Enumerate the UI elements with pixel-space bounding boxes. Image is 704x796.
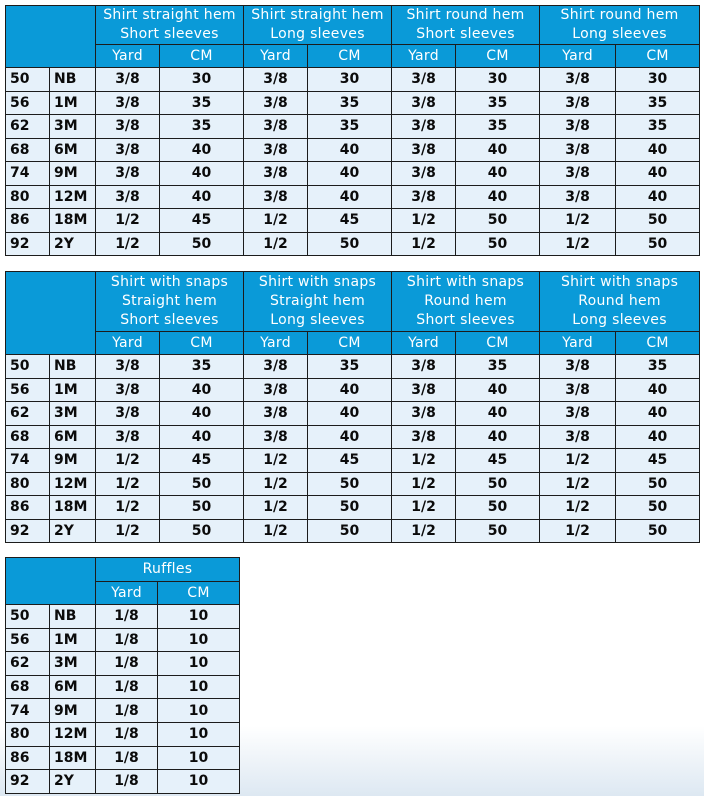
cm-cell: 35 — [616, 355, 700, 379]
age-cell: NB — [50, 68, 96, 92]
yard-cell: 3/8 — [540, 138, 616, 162]
cm-cell: 35 — [616, 91, 700, 115]
cm-cell: 50 — [616, 209, 700, 233]
age-cell: NB — [50, 355, 96, 379]
yard-cell: 3/8 — [96, 115, 160, 139]
cm-cell: 40 — [456, 378, 540, 402]
cm-cell: 50 — [308, 496, 392, 520]
cm-cell: 10 — [158, 770, 240, 794]
cm-cell: 45 — [616, 449, 700, 473]
cm-cell: 10 — [158, 605, 240, 629]
cm-cell: 45 — [160, 449, 244, 473]
yard-cell: 1/8 — [96, 722, 158, 746]
cm-cell: 40 — [308, 425, 392, 449]
corner-cell — [6, 6, 96, 68]
yard-cell: 1/2 — [540, 232, 616, 256]
cm-cell: 30 — [456, 68, 540, 92]
group-header: Shirt with snaps Round hem Long sleeves — [540, 272, 700, 332]
cm-cell: 40 — [160, 425, 244, 449]
cm-header: CM — [160, 45, 244, 68]
size-cell: 74 — [6, 449, 50, 473]
cm-cell: 40 — [616, 425, 700, 449]
yard-cell: 3/8 — [392, 115, 456, 139]
yard-cell: 1/2 — [244, 519, 308, 543]
cm-cell: 40 — [616, 185, 700, 209]
yard-cell: 3/8 — [392, 425, 456, 449]
cm-cell: 50 — [160, 472, 244, 496]
cm-cell: 10 — [158, 746, 240, 770]
yard-cell: 1/2 — [392, 232, 456, 256]
cm-header: CM — [158, 582, 240, 605]
size-cell: 80 — [6, 472, 50, 496]
size-cell: 50 — [6, 605, 50, 629]
yard-cell: 3/8 — [96, 162, 160, 186]
yard-cell: 3/8 — [540, 162, 616, 186]
yard-cell: 1/2 — [96, 472, 160, 496]
yard-cell: 1/2 — [392, 449, 456, 473]
cm-cell: 50 — [456, 209, 540, 233]
cm-cell: 50 — [456, 496, 540, 520]
yard-cell: 1/2 — [392, 472, 456, 496]
yard-cell: 3/8 — [96, 68, 160, 92]
table-row — [6, 355, 700, 379]
yard-cell: 3/8 — [540, 355, 616, 379]
cm-cell: 35 — [160, 355, 244, 379]
yard-cell: 3/8 — [392, 355, 456, 379]
yard-cell: 1/2 — [540, 496, 616, 520]
cm-cell: 30 — [160, 68, 244, 92]
cm-cell: 50 — [308, 519, 392, 543]
cm-cell: 35 — [308, 91, 392, 115]
cm-cell: 50 — [616, 496, 700, 520]
cm-cell: 35 — [160, 91, 244, 115]
cm-cell: 35 — [456, 355, 540, 379]
table-row — [6, 722, 240, 746]
table-row — [6, 68, 700, 92]
group-header: Ruffles — [96, 558, 240, 582]
table-row — [6, 378, 700, 402]
yard-cell: 1/2 — [244, 472, 308, 496]
table-row — [6, 675, 240, 699]
yard-cell: 3/8 — [244, 91, 308, 115]
size-cell: 62 — [6, 115, 50, 139]
size-cell: 92 — [6, 770, 50, 794]
size-cell: 86 — [6, 746, 50, 770]
yard-cell: 3/8 — [540, 115, 616, 139]
yard-cell: 3/8 — [540, 185, 616, 209]
yard-cell: 3/8 — [244, 355, 308, 379]
age-cell: NB — [50, 605, 96, 629]
cm-cell: 45 — [308, 209, 392, 233]
yard-cell: 1/2 — [96, 209, 160, 233]
yard-cell: 1/2 — [392, 496, 456, 520]
yard-header: Yard — [96, 332, 160, 355]
table-row — [6, 746, 240, 770]
table-row — [6, 425, 700, 449]
yard-cell: 3/8 — [392, 162, 456, 186]
yard-cell: 1/2 — [244, 209, 308, 233]
table-row — [6, 472, 700, 496]
yard-cell: 1/2 — [244, 232, 308, 256]
yard-cell: 3/8 — [96, 185, 160, 209]
yard-cell: 3/8 — [392, 138, 456, 162]
cm-cell: 40 — [616, 402, 700, 426]
cm-cell: 40 — [456, 425, 540, 449]
cm-cell: 45 — [160, 209, 244, 233]
cm-cell: 35 — [456, 91, 540, 115]
yard-cell: 1/8 — [96, 746, 158, 770]
cm-header: CM — [308, 45, 392, 68]
cm-cell: 40 — [160, 378, 244, 402]
size-cell: 50 — [6, 355, 50, 379]
yard-cell: 3/8 — [96, 91, 160, 115]
size-cell: 56 — [6, 378, 50, 402]
group-header: Shirt with snaps Straight hem Short sleeves — [96, 272, 244, 332]
age-cell: 6M — [50, 138, 96, 162]
yard-header: Yard — [96, 45, 160, 68]
yard-cell: 1/2 — [540, 519, 616, 543]
cm-cell: 45 — [456, 449, 540, 473]
yard-header: Yard — [540, 332, 616, 355]
yard-cell: 1/8 — [96, 628, 158, 652]
group-header: Shirt with snaps Straight hem Long sleeves — [244, 272, 392, 332]
yard-cell: 3/8 — [392, 185, 456, 209]
age-cell: 2Y — [50, 232, 96, 256]
size-cell: 92 — [6, 519, 50, 543]
age-cell: 2Y — [50, 519, 96, 543]
cm-cell: 40 — [160, 185, 244, 209]
age-cell: 9M — [50, 449, 96, 473]
cm-cell: 40 — [616, 378, 700, 402]
yard-cell: 1/8 — [96, 770, 158, 794]
size-cell: 68 — [6, 675, 50, 699]
yard-cell: 3/8 — [244, 162, 308, 186]
age-cell: 18M — [50, 746, 96, 770]
table-row — [6, 402, 700, 426]
group-header: Shirt straight hem Short sleeves — [96, 6, 244, 45]
age-cell: 9M — [50, 162, 96, 186]
yard-cell: 1/2 — [244, 449, 308, 473]
yard-cell: 1/2 — [96, 449, 160, 473]
age-cell: 3M — [50, 402, 96, 426]
cm-cell: 40 — [160, 402, 244, 426]
yard-cell: 3/8 — [540, 91, 616, 115]
cm-cell: 50 — [456, 472, 540, 496]
table-row — [6, 115, 700, 139]
yard-cell: 3/8 — [392, 91, 456, 115]
cm-cell: 40 — [456, 138, 540, 162]
yard-header: Yard — [96, 582, 158, 605]
size-cell: 74 — [6, 699, 50, 723]
age-cell: 12M — [50, 185, 96, 209]
yard-cell: 3/8 — [540, 402, 616, 426]
cm-cell: 30 — [616, 68, 700, 92]
cm-header: CM — [160, 332, 244, 355]
size-cell: 86 — [6, 496, 50, 520]
yard-cell: 1/2 — [96, 232, 160, 256]
table-row — [6, 449, 700, 473]
table-row — [6, 652, 240, 676]
table-row — [6, 628, 240, 652]
age-cell: 3M — [50, 652, 96, 676]
cm-cell: 40 — [308, 378, 392, 402]
age-cell: 12M — [50, 472, 96, 496]
table-row — [6, 162, 700, 186]
age-cell: 3M — [50, 115, 96, 139]
yard-cell: 3/8 — [244, 402, 308, 426]
yard-cell: 1/8 — [96, 605, 158, 629]
yard-cell: 3/8 — [540, 378, 616, 402]
yard-cell: 1/8 — [96, 652, 158, 676]
table-row — [6, 605, 240, 629]
yard-cell: 1/8 — [96, 675, 158, 699]
group-header: Shirt with snaps Round hem Short sleeves — [392, 272, 540, 332]
age-cell: 1M — [50, 628, 96, 652]
size-cell: 74 — [6, 162, 50, 186]
yard-header: Yard — [392, 332, 456, 355]
table-row — [6, 496, 700, 520]
cm-cell: 40 — [308, 185, 392, 209]
group-header: Shirt round hem Long sleeves — [540, 6, 700, 45]
cm-cell: 10 — [158, 699, 240, 723]
yard-cell: 1/2 — [540, 472, 616, 496]
cm-header: CM — [616, 45, 700, 68]
yard-cell: 1/2 — [96, 496, 160, 520]
group-header: Shirt straight hem Long sleeves — [244, 6, 392, 45]
cm-cell: 50 — [616, 472, 700, 496]
cm-cell: 35 — [308, 115, 392, 139]
yard-cell: 3/8 — [244, 378, 308, 402]
age-cell: 2Y — [50, 770, 96, 794]
yard-cell: 3/8 — [244, 425, 308, 449]
size-cell: 56 — [6, 628, 50, 652]
cm-header: CM — [308, 332, 392, 355]
cm-cell: 40 — [616, 138, 700, 162]
cm-cell: 10 — [158, 675, 240, 699]
age-cell: 18M — [50, 209, 96, 233]
yard-cell: 1/2 — [540, 449, 616, 473]
yard-cell: 3/8 — [96, 138, 160, 162]
cm-cell: 35 — [160, 115, 244, 139]
cm-cell: 40 — [456, 402, 540, 426]
cm-header: CM — [616, 332, 700, 355]
cm-cell: 40 — [308, 138, 392, 162]
yard-cell: 3/8 — [392, 402, 456, 426]
cm-cell: 40 — [456, 185, 540, 209]
size-cell: 92 — [6, 232, 50, 256]
cm-cell: 40 — [456, 162, 540, 186]
yard-cell: 3/8 — [392, 68, 456, 92]
size-cell: 68 — [6, 425, 50, 449]
size-cell: 50 — [6, 68, 50, 92]
yard-header: Yard — [392, 45, 456, 68]
cm-cell: 40 — [308, 402, 392, 426]
cm-cell: 40 — [160, 162, 244, 186]
cm-cell: 50 — [308, 472, 392, 496]
yard-cell: 3/8 — [392, 378, 456, 402]
cm-cell: 30 — [308, 68, 392, 92]
age-cell: 18M — [50, 496, 96, 520]
size-cell: 56 — [6, 91, 50, 115]
corner-cell — [6, 558, 96, 605]
table-row — [6, 699, 240, 723]
cm-cell: 10 — [158, 652, 240, 676]
yard-cell: 1/2 — [540, 209, 616, 233]
cm-cell: 10 — [158, 628, 240, 652]
cm-cell: 50 — [456, 519, 540, 543]
cm-cell: 45 — [308, 449, 392, 473]
age-cell: 12M — [50, 722, 96, 746]
age-cell: 1M — [50, 378, 96, 402]
size-cell: 62 — [6, 402, 50, 426]
size-cell: 68 — [6, 138, 50, 162]
cm-cell: 40 — [160, 138, 244, 162]
cm-cell: 50 — [616, 519, 700, 543]
cm-cell: 35 — [308, 355, 392, 379]
cm-cell: 50 — [160, 496, 244, 520]
age-cell: 1M — [50, 91, 96, 115]
age-cell: 6M — [50, 675, 96, 699]
fabric-table-shirts-with-snaps — [5, 271, 700, 543]
yard-cell: 3/8 — [96, 355, 160, 379]
cm-cell: 50 — [456, 232, 540, 256]
cm-cell: 50 — [160, 232, 244, 256]
table-row — [6, 209, 700, 233]
yard-cell: 3/8 — [244, 138, 308, 162]
table-row — [6, 185, 700, 209]
yard-cell: 3/8 — [244, 185, 308, 209]
table-row — [6, 91, 700, 115]
size-cell: 80 — [6, 185, 50, 209]
yard-cell: 1/2 — [392, 209, 456, 233]
cm-cell: 50 — [616, 232, 700, 256]
yard-cell: 3/8 — [244, 68, 308, 92]
yard-cell: 3/8 — [96, 402, 160, 426]
yard-cell: 1/2 — [392, 519, 456, 543]
group-header: Shirt round hem Short sleeves — [392, 6, 540, 45]
table-row — [6, 770, 240, 794]
yard-cell: 1/2 — [244, 496, 308, 520]
cm-cell: 35 — [616, 115, 700, 139]
table-row — [6, 138, 700, 162]
cm-cell: 50 — [160, 519, 244, 543]
yard-header: Yard — [540, 45, 616, 68]
table-row — [6, 519, 700, 543]
yard-header: Yard — [244, 332, 308, 355]
fabric-table-ruffles — [5, 557, 240, 794]
yard-cell: 3/8 — [96, 425, 160, 449]
cm-cell: 10 — [158, 722, 240, 746]
yard-cell: 3/8 — [244, 115, 308, 139]
size-cell: 62 — [6, 652, 50, 676]
yard-header: Yard — [244, 45, 308, 68]
yard-cell: 3/8 — [96, 378, 160, 402]
size-cell: 80 — [6, 722, 50, 746]
cm-cell: 50 — [308, 232, 392, 256]
table-row — [6, 232, 700, 256]
cm-header: CM — [456, 332, 540, 355]
cm-cell: 40 — [616, 162, 700, 186]
size-cell: 86 — [6, 209, 50, 233]
age-cell: 6M — [50, 425, 96, 449]
cm-cell: 40 — [308, 162, 392, 186]
cm-cell: 35 — [456, 115, 540, 139]
yard-cell: 1/2 — [96, 519, 160, 543]
yard-cell: 3/8 — [540, 425, 616, 449]
yard-cell: 1/8 — [96, 699, 158, 723]
fabric-table-shirts — [5, 5, 700, 256]
cm-header: CM — [456, 45, 540, 68]
yard-cell: 3/8 — [540, 68, 616, 92]
age-cell: 9M — [50, 699, 96, 723]
corner-cell — [6, 272, 96, 355]
